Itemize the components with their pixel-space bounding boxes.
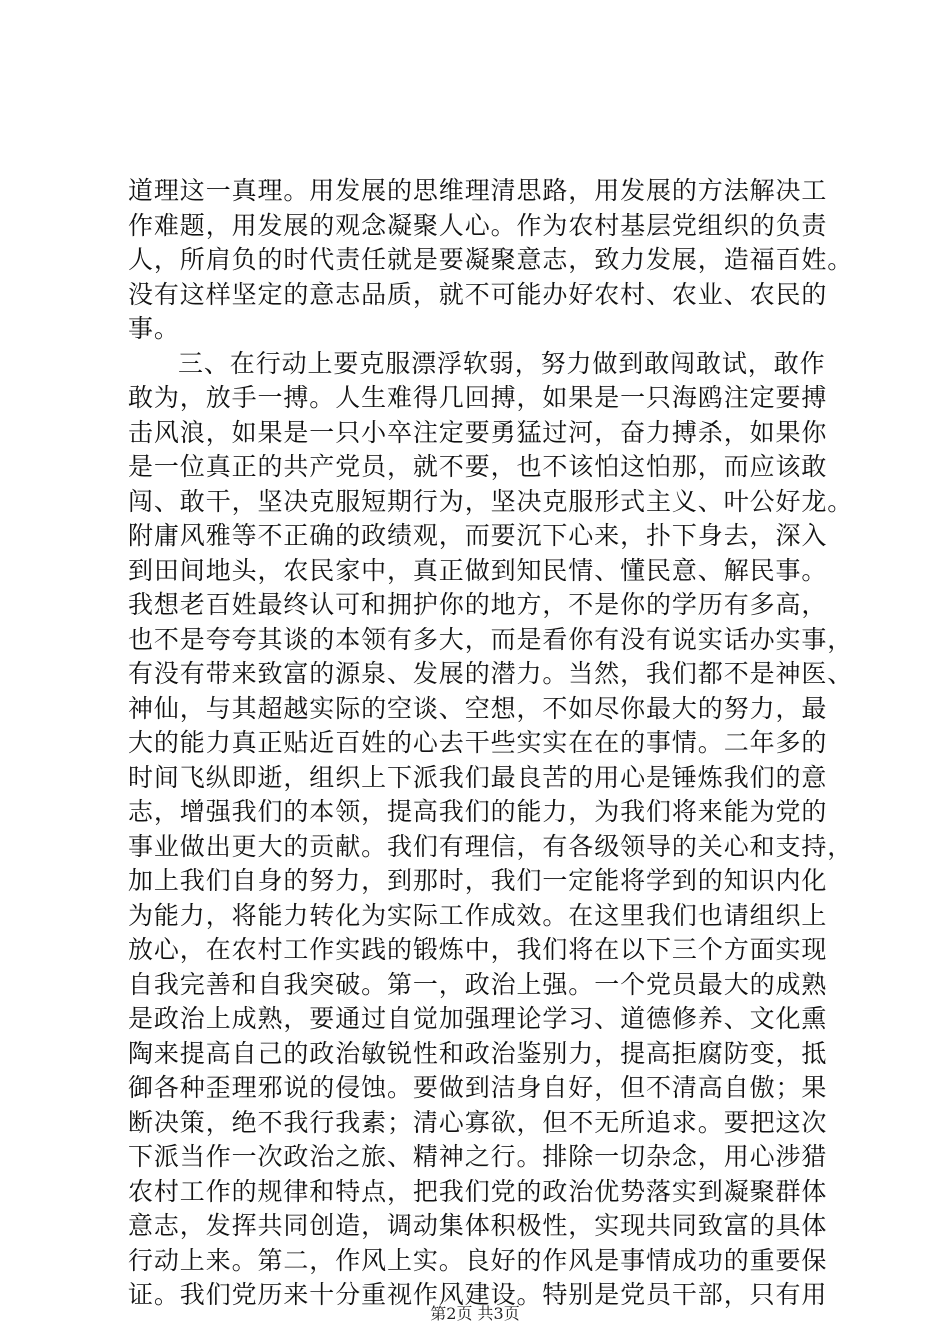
text-line: 击风浪，如果是一只小卒注定要勇猛过河，奋力搏杀，如果你: [128, 417, 828, 447]
text-line: 自我完善和自我突破。第一，政治上强。一个党员最大的成熟: [128, 969, 828, 999]
text-line: 意志，发挥共同创造，调动集体积极性，实现共同致富的具体: [128, 1211, 828, 1240]
text-line: 放心，在农村工作实践的锻炼中，我们将在以下三个方面实现: [128, 935, 828, 964]
text-line: 行动上来。第二，作风上实。良好的作风是事情成功的重要保: [128, 1245, 828, 1275]
text-line: 敢为，放手一搏。人生难得几回搏，如果是一只海鸥注定要搏: [128, 383, 828, 412]
text-line: 御各种歪理邪说的侵蚀。要做到洁身自好，但不清高自傲；果: [128, 1073, 828, 1102]
text-line: 没有这样坚定的意志品质，就不可能办好农村、农业、农民的: [128, 279, 828, 309]
text-line: 有没有带来致富的源泉、发展的潜力。当然，我们都不是神医、: [128, 659, 854, 688]
text-line: 闯、敢干，坚决克服短期行为，坚决克服形式主义、叶公好龙。: [128, 486, 854, 516]
text-line: 我想老百姓最终认可和拥护你的地方，不是你的学历有多高，: [128, 590, 828, 619]
page-footer: 第2页 共3页: [430, 1304, 520, 1323]
text-line: 附庸风雅等不正确的政绩观，而要沉下心来，扑下身去，深入: [128, 521, 828, 550]
text-line: 神仙，与其超越实际的空谈、空想，不如尽你最大的努力，最: [128, 693, 828, 723]
text-line: 断决策，绝不我行我素；清心寡欲，但不无所追求。要把这次: [128, 1107, 828, 1137]
text-line: 证。我们党历来十分重视作风建设。特别是党员干部，只有用: [128, 1280, 828, 1309]
text-line: 是政治上成熟，要通过自觉加强理论学习、道德修养、文化熏: [128, 1004, 828, 1033]
text-line: 作难题，用发展的观念凝聚人心。作为农村基层党组织的负责: [128, 210, 828, 240]
body-text: [128, 174, 854, 1313]
text-line: 是一位真正的共产党员，就不要，也不该怕这怕那，而应该敢: [128, 452, 828, 481]
text-line: 也不是夸夸其谈的本领有多大，而是看你有没有说实话办实事，: [128, 624, 854, 654]
text-line: 下派当作一次政治之旅、精神之行。排除一切杂念，用心涉猎: [128, 1142, 828, 1171]
text-line: 大的能力真正贴近百姓的心去干些实实在在的事情。二年多的: [128, 728, 828, 757]
text-line: 道理这一真理。用发展的思维理清思路，用发展的方法解决工: [128, 176, 828, 205]
text-line: 为能力，将能力转化为实际工作成效。在这里我们也请组织上: [128, 900, 828, 930]
text-line: 志，增强我们的本领，提高我们的能力，为我们将来能为党的: [128, 797, 828, 826]
text-line: 事业做出更大的贡献。我们有理信，有各级领导的关心和支持，: [128, 831, 854, 861]
text-line: 加上我们自身的努力，到那时，我们一定能将学到的知识内化: [128, 866, 828, 895]
text-line: 事。: [128, 314, 180, 343]
text-line: 陶来提高自己的政治敏锐性和政治鉴别力，提高拒腐防变，抵: [128, 1038, 828, 1068]
text-line: 时间飞纵即逝，组织上下派我们最良苦的用心是锤炼我们的意: [128, 762, 828, 792]
text-line: 到田间地头，农民家中，真正做到知民情、懂民意、解民事。: [128, 555, 828, 585]
text-line: 农村工作的规律和特点，把我们党的政治优势落实到凝聚群体: [128, 1176, 828, 1206]
text-line: 三、在行动上要克服漂浮软弱，努力做到敢闯敢试，敢作: [178, 348, 826, 378]
text-line: 人，所肩负的时代责任就是要凝聚意志，致力发展，造福百姓。: [128, 245, 854, 274]
